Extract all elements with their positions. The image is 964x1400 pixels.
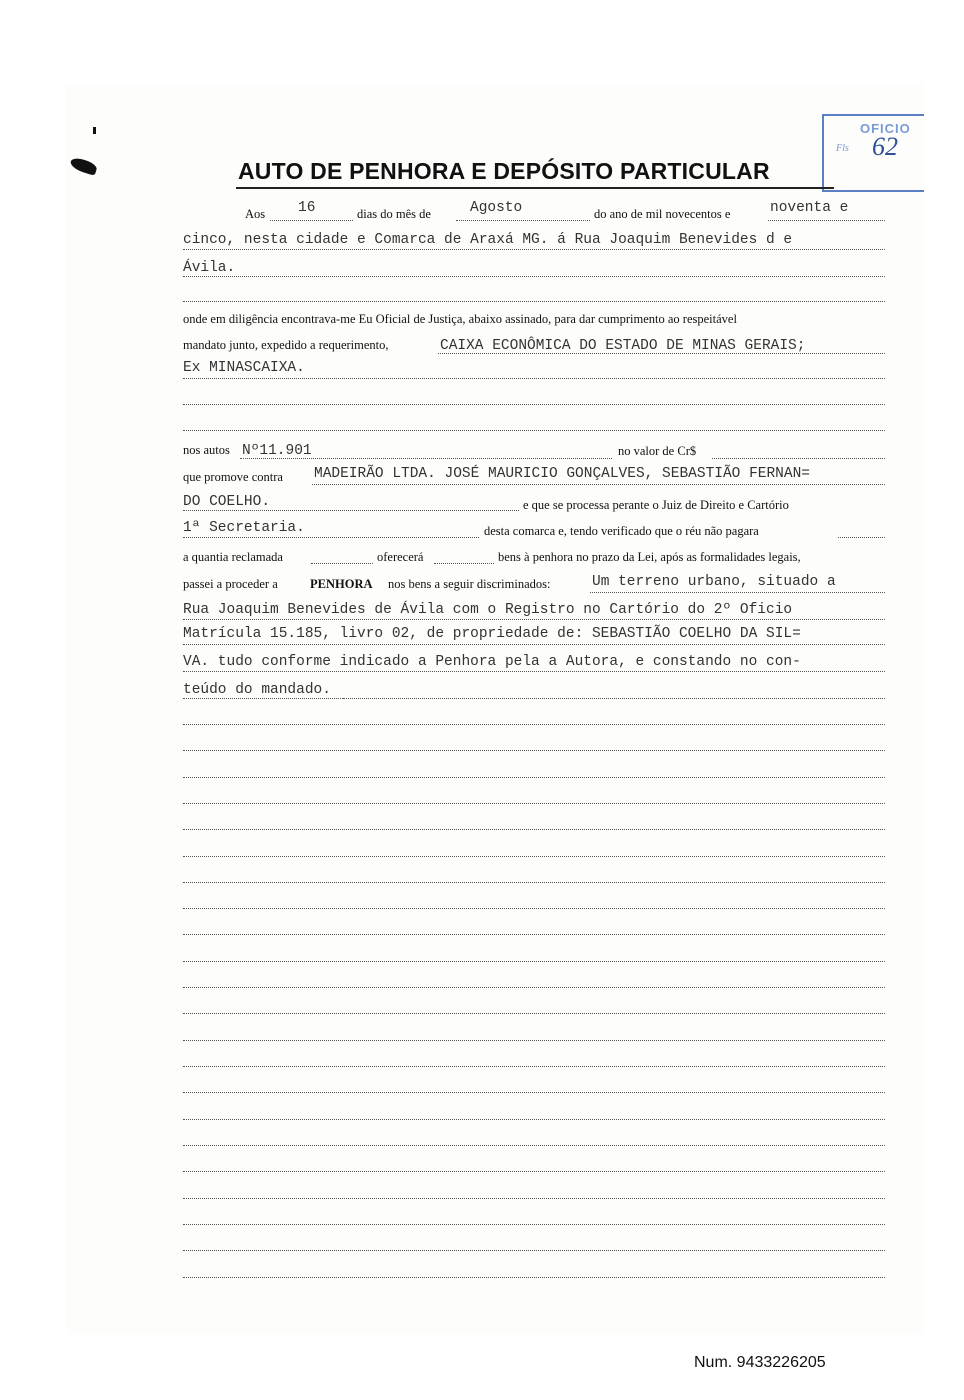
stamp-page-number: 62 bbox=[872, 132, 898, 161]
label-ano: do ano de mil novecentos e bbox=[594, 207, 731, 221]
field-dia: 16 bbox=[298, 200, 316, 216]
title-underline bbox=[236, 187, 834, 189]
stamp-title: OFICIO bbox=[860, 121, 911, 136]
label-oferecera: oferecerá bbox=[377, 550, 424, 564]
punch-mark bbox=[93, 127, 96, 134]
field-mes: Agosto bbox=[470, 200, 523, 216]
stamp-fls-label: Fls bbox=[836, 143, 849, 154]
label-passei-a: passei a proceder a bbox=[183, 577, 278, 591]
field-ano: noventa e bbox=[770, 200, 849, 216]
label-valor: no valor de Cr$ bbox=[618, 444, 697, 458]
field-bens-5: teúdo do mandado. bbox=[183, 682, 331, 698]
field-bens-1: Um terreno urbano, situado a bbox=[592, 574, 836, 590]
label-quantia: a quantia reclamada bbox=[183, 550, 283, 564]
document-number: Num. 9433226205 bbox=[694, 1354, 826, 1371]
label-bens: bens à penhora no prazo da Lei, após as formalidades legais, bbox=[498, 550, 801, 564]
field-cartorio: 1ª Secretaria. bbox=[183, 520, 305, 536]
label-processa: e que se processa perante o Juiz de Direito e Cartório bbox=[523, 498, 789, 512]
field-bens-4: VA. tudo conforme indicado a Penhora pela a Autora, e constando no con- bbox=[183, 654, 801, 670]
field-bens-3: Matrícula 15.185, livro 02, de propriedade de: SEBASTIÃO COELHO DA SIL= bbox=[183, 626, 801, 642]
label-dias: dias do mês de bbox=[357, 207, 431, 221]
text-line-2: cinco, nesta cidade e Comarca de Araxá MG. á Rua Joaquim Benevides d e bbox=[183, 232, 793, 248]
field-requerente-2: Ex MINASCAIXA. bbox=[183, 360, 305, 376]
label-mandato: mandato junto, expedido a requerimento, bbox=[183, 338, 389, 352]
label-promove: que promove contra bbox=[183, 470, 283, 484]
field-requerente-1: CAIXA ECONÔMICA DO ESTADO DE MINAS GERAIS; bbox=[440, 338, 806, 354]
field-autos: Nº11.901 bbox=[242, 443, 312, 459]
label-onde: onde em diligência encontrava-me Eu Oficial de Justiça, abaixo assinado, para dar cumprimento ao respeitável bbox=[183, 312, 737, 326]
label-passei-b: nos bens a seguir discriminados: bbox=[388, 577, 551, 591]
field-reu-2: DO COELHO. bbox=[183, 494, 271, 510]
label-penhora: PENHORA bbox=[310, 577, 373, 591]
label-aos: Aos bbox=[245, 207, 266, 221]
document-title: AUTO DE PENHORA E DEPÓSITO PARTICULAR bbox=[238, 158, 770, 184]
label-nos-autos: nos autos bbox=[183, 443, 230, 457]
field-bens-2: Rua Joaquim Benevides de Ávila com o Registro no Cartório do 2º Oficio bbox=[183, 602, 793, 618]
label-comarca: desta comarca e, tendo verificado que o réu não pagara bbox=[484, 524, 759, 538]
field-reu-1: MADEIRÃO LTDA. JOSÉ MAURICIO GONÇALVES, SEBASTIÃO FERNAN= bbox=[314, 466, 810, 482]
text-line-3: Ávila. bbox=[183, 260, 236, 276]
